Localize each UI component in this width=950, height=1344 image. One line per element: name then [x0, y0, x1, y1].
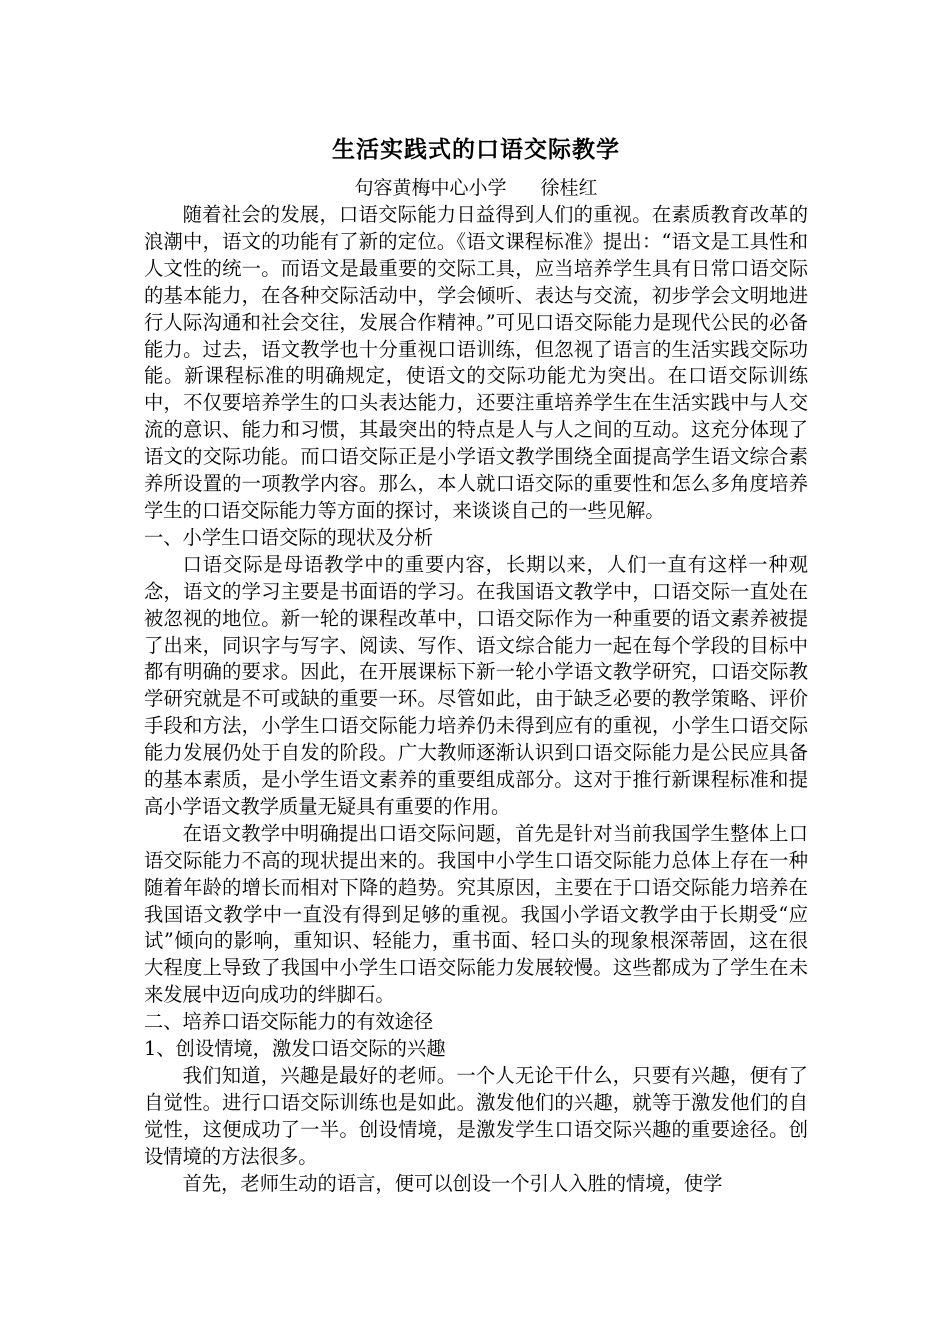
body-paragraph: 口语交际是母语教学中的重要内容，长期以来，人们一直有这样一种观念，语文的学习主要是书面语的学习。在我国语文教学中，口语交际一直处在被忽视的地位。新一轮的课程改革中，口语交际作为一种重要的语文素养被提了出来，同识字与写字、阅读、写作、语文综合能力一起在每个学段的目标中都有明确的要求。因此，在开展课标下新一轮小学语文教学研究，口语交际教学研究就是不可或缺的重要一环。尽管如此，由于缺乏必要的教学策略、评价手段和方法，小学生口语交际能力培养仍未得到应有的重视，小学生口语交际能力发展仍处于自发的阶段。广大教师逐渐认识到口语交际能力是公民应具备的基本素质，是小学生语文素养的重要组成部分。这对于推行新课程标准和提高小学语文教学质量无疑具有重要的作用。	[144, 552, 808, 818]
author-name: 徐桂红	[540, 177, 598, 199]
section-heading-2: 二、培养口语交际能力的有效途径	[144, 1010, 434, 1034]
body-paragraph: 在语文教学中明确提出口语交际问题，首先是针对当前我国学生整体上口语交际能力不高的现状提出来的。我国中小学生口语交际能力总体上存在一种随着年龄的增长而相对下降的趋势。究其原因，主要在于口语交际能力培养在我国语文教学中一直没有得到足够的重视。我国小学语文教学由于长期受“应试”倾向的影响，重知识、轻能力，重书面、轻口头的现象根深蒂固，这在很大程度上导致了我国中小学生口语交际能力发展较慢。这些都成为了学生在未来发展中迈向成功的绊脚石。	[144, 821, 808, 1007]
document-page	[144, 132, 808, 1198]
document-title: 生活实践式的口语交际教学	[332, 137, 620, 163]
byline	[144, 174, 808, 202]
document-body	[144, 202, 808, 1198]
author-school: 句容黄梅中心小学	[354, 177, 507, 199]
body-paragraph: 首先，老师生动的语言，便可以创设一个引人入胜的情境，使学	[182, 1171, 723, 1195]
section-heading-1: 一、小学生口语交际的现状及分析	[144, 525, 434, 549]
body-paragraph: 我们知道，兴趣是最好的老师。一个人无论干什么，只要有兴趣，便有了自觉性。进行口语交际训练也是如此。激发他们的兴趣，就等于激发他们的自觉性，这便成功了一半。创设情境，是激发学生口语交际兴趣的重要途径。创设情境的方法很多。	[144, 1064, 808, 1168]
intro-paragraph: 随着社会的发展，口语交际能力日益得到人们的重视。在素质教育改革的浪潮中，语文的功能有了新的定位。《语文课程标准》提出：“语文是工具性和人文性的统一。而语文是最重要的交际工具，应当培养学生具有日常口语交际的基本能力，在各种交际活动中，学会倾听、表达与交流，初步学会文明地进行人际沟通和社会交往，发展合作精神。”可见口语交际能力是现代公民的必备能力。过去，语文教学也十分重视口语训练，但忽视了语言的生活实践交际功能。新课程标准的明确规定，使语文的交际功能尤为突出。在口语交际训练中，不仅要培养学生的口头表达能力，还要注重培养学生在生活实践中与人交流的意识、能力和习惯，其最突出的特点是人与人之间的互动。这充分体现了语文的交际功能。而口语交际正是小学语文教学围绕全面提高学生语文综合素养所设置的一项教学内容。那么，本人就口语交际的重要性和怎么多角度培养学生的口语交际能力等方面的探讨，来谈谈自己的一些见解。	[144, 203, 808, 522]
subsection-heading-1: 1、创设情境，激发口语交际的兴趣	[144, 1037, 446, 1061]
